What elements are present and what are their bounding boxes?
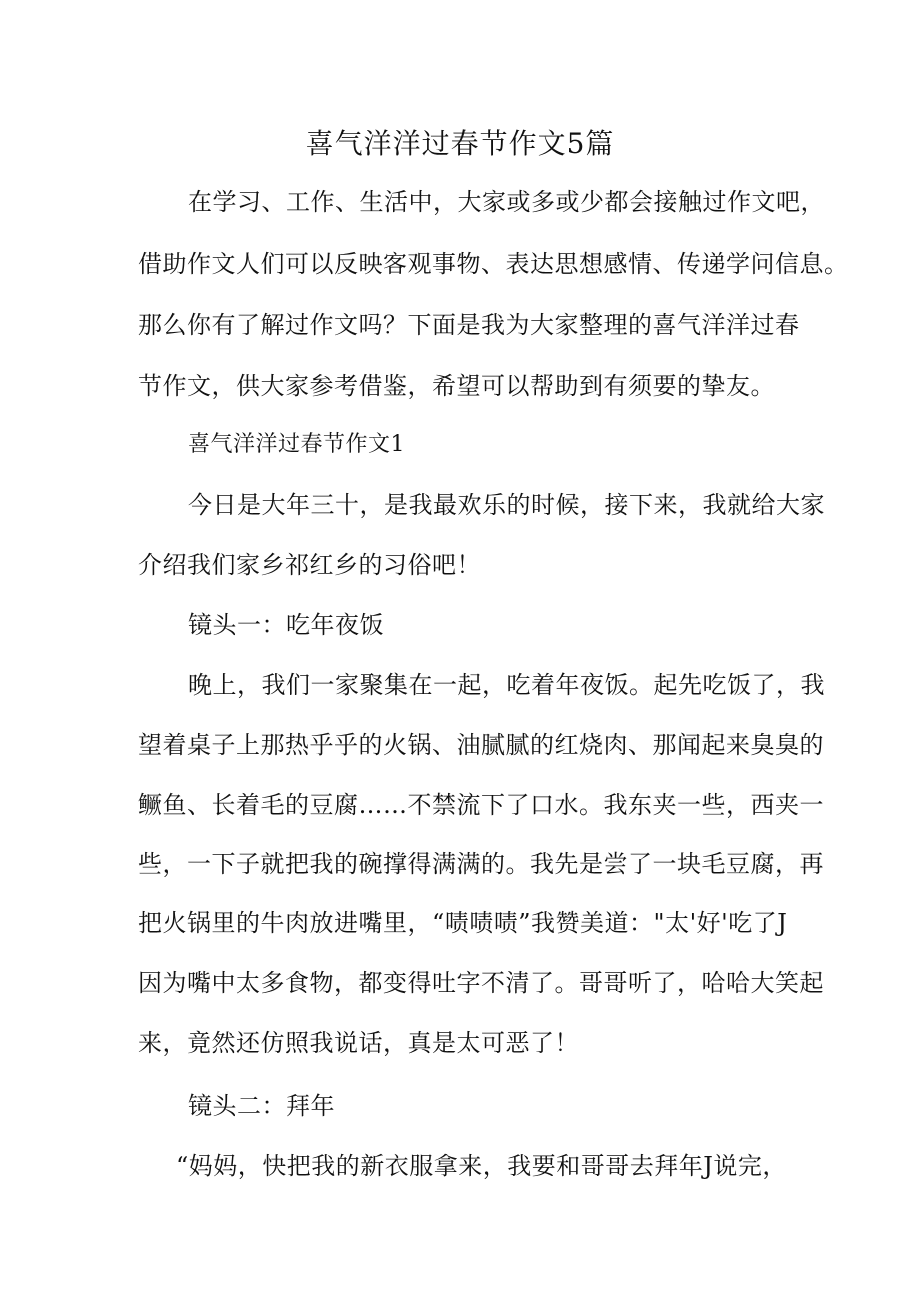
paragraph-line: 望着桌子上那热乎乎的火锅、油腻腻的红烧肉、那闻起来臭臭的 <box>138 731 824 759</box>
paragraph-line: 借助作文人们可以反映客观事物、表达思想感情、传递学问信息。 <box>138 250 849 278</box>
paragraph-line: 晚上，我们一家聚集在一起，吃着年夜饭。起先吃饭了，我 <box>188 671 825 699</box>
subheading: 镜头一：吃年夜饭 <box>188 611 384 639</box>
section-heading: 喜气洋洋过春节作文1 <box>188 432 405 457</box>
paragraph-line: 来，竟然还仿照我说话，真是太可恶了！ <box>138 1029 579 1057</box>
paragraph-line: “妈妈，快把我的新衣服拿来，我要和哥哥去拜年J说完， <box>176 1152 787 1180</box>
document-title: 喜气洋洋过春节作文5篇 <box>305 127 615 160</box>
paragraph-line: 节作文，供大家参考借鉴，希望可以帮助到有须要的挚友。 <box>138 372 775 400</box>
paragraph-line: 鳜鱼、长着毛的豆腐……不禁流下了口水。我东夹一些，西夹一 <box>138 791 824 819</box>
paragraph-line: 把火锅里的牛肉放进嘴里，“啧啧啧”我赞美道："太'好'吃了J <box>138 909 788 937</box>
paragraph-line: 那么你有了解过作文吗？下面是我为大家整理的喜气洋洋过春 <box>138 311 800 339</box>
subheading: 镜头二：拜年 <box>188 1092 335 1120</box>
paragraph-line: 今日是大年三十，是我最欢乐的时候，接下来，我就给大家 <box>188 491 825 519</box>
paragraph-line: 在学习、工作、生活中，大家或多或少都会接触过作文吧， <box>188 188 825 216</box>
paragraph-line: 些，一下子就把我的碗撑得满满的。我先是尝了一块毛豆腐，再 <box>138 850 824 878</box>
paragraph-line: 介绍我们家乡祁红乡的习俗吧！ <box>138 551 481 579</box>
paragraph-line: 因为嘴中太多食物，都变得吐字不清了。哥哥听了，哈哈大笑起 <box>138 969 824 997</box>
